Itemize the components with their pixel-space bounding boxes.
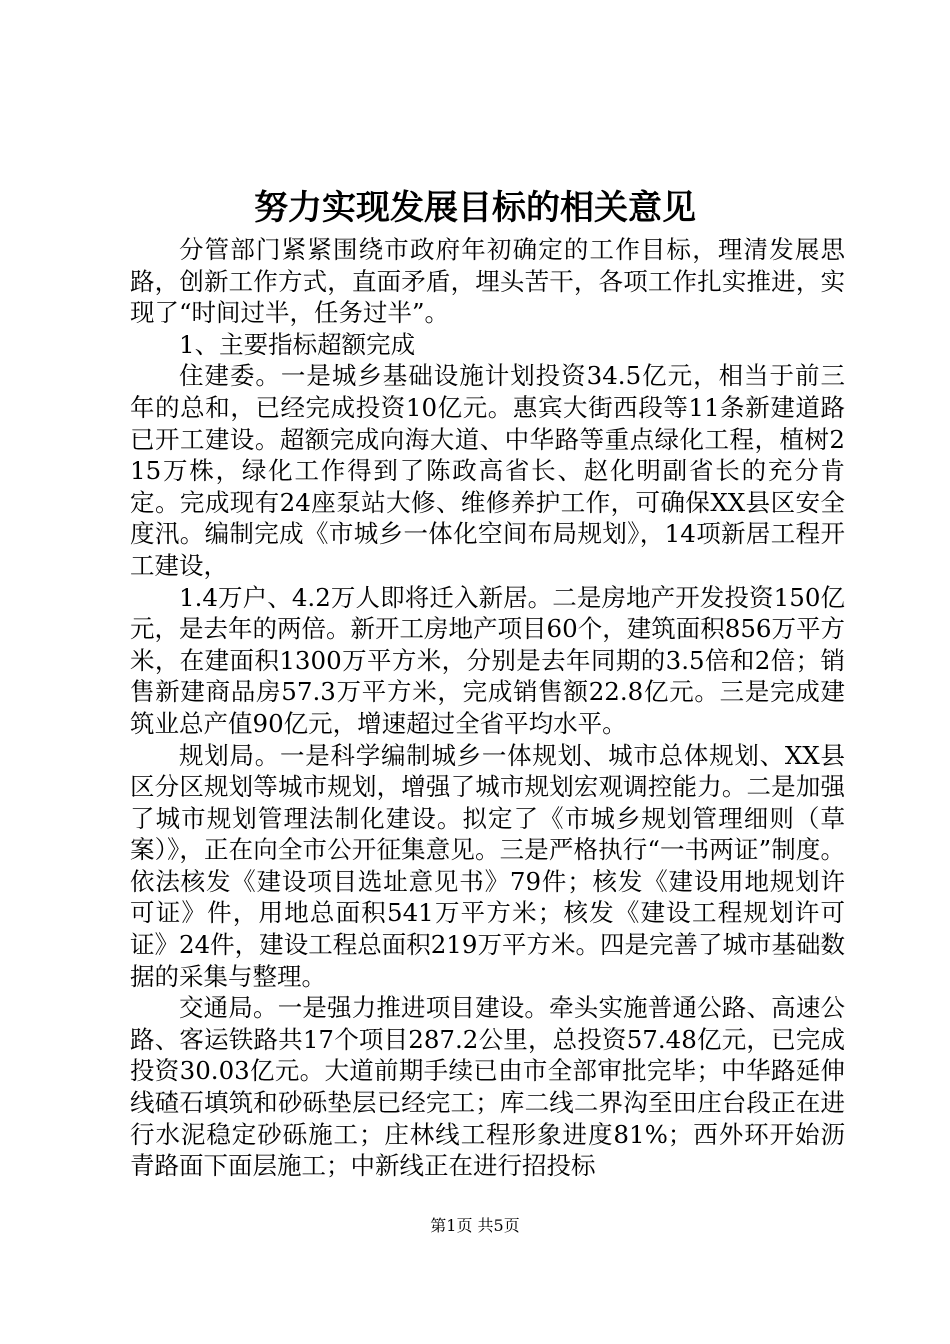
page-footer: 第1页 共5页 [430,1216,520,1235]
paragraph-intro: 分管部门紧紧围绕市政府年初确定的工作目标，理清发展思路，创新工作方式，直面矛盾，埋头苦干，各项工作扎实推进，实现了“时间过半，任务过半”。 [130,235,845,328]
document-title: 努力实现发展目标的相关意见 [254,188,696,228]
paragraph-transport-bureau: 交通局。一是强力推进项目建设。牵头实施普通公路、高速公路、客运铁路共17个项目287.2公里，总投资57.48亿元，已完成投资30.03亿元。大道前期手续已由市全部审批完毕；中华路延伸线碴石填筑和砂砾垫层已经完工；库二线二界沟至田庄台段正在进行水泥稳定砂砾施工；庄林线工程形象进度81%；西外环开始沥青路面下面层施工；中新线正在进行招投标 [130,993,845,1181]
section-heading: 1、主要指标超额完成 [179,329,416,359]
document-body [130,234,845,1182]
paragraph-planning-bureau: 规划局。一是科学编制城乡一体规划、城市总体规划、XX县区分区规划等城市规划，增强了城市规划宏观调控能力。二是加强了城市规划管理法制化建设。拟定了《市城乡规划管理细则（草案）》，正在向全市公开征集意见。三是严格执行“一书两证”制度。依法核发《建设项目选址意见书》79件；核发《建设用地规划许可证》件，用地总面积541万平方米；核发《建设工程规划许可证》24件，建设工程总面积219万平方米。四是完善了城市基础数据的采集与整理。 [130,740,845,991]
paragraph-real-estate: 1.4万户、4.2万人即将迁入新居。二是房地产开发投资150亿元，是去年的两倍。新开工房地产项目60个，建筑面积856万平方米，在建面积1300万平方米，分别是去年同期的3.5倍和2倍；销售新建商品房57.3万平方米，完成销售额22.8亿元。三是完成建筑业总产值90亿元，增速超过全省平均水平。 [130,582,845,738]
paragraph-housing-construction: 住建委。一是城乡基础设施计划投资34.5亿元，相当于前三年的总和，已经完成投资10亿元。惠宾大街西段等11条新建道路已开工建设。超额完成向海大道、中华路等重点绿化工程，植树215万株，绿化工作得到了陈政高省长、赵化明副省长的充分肯定。完成现有24座泵站大修、维修养护工作，可确保XX县区安全度汛。编制完成《市城乡一体化空间布局规划》，14项新居工程开工建设， [130,361,845,580]
